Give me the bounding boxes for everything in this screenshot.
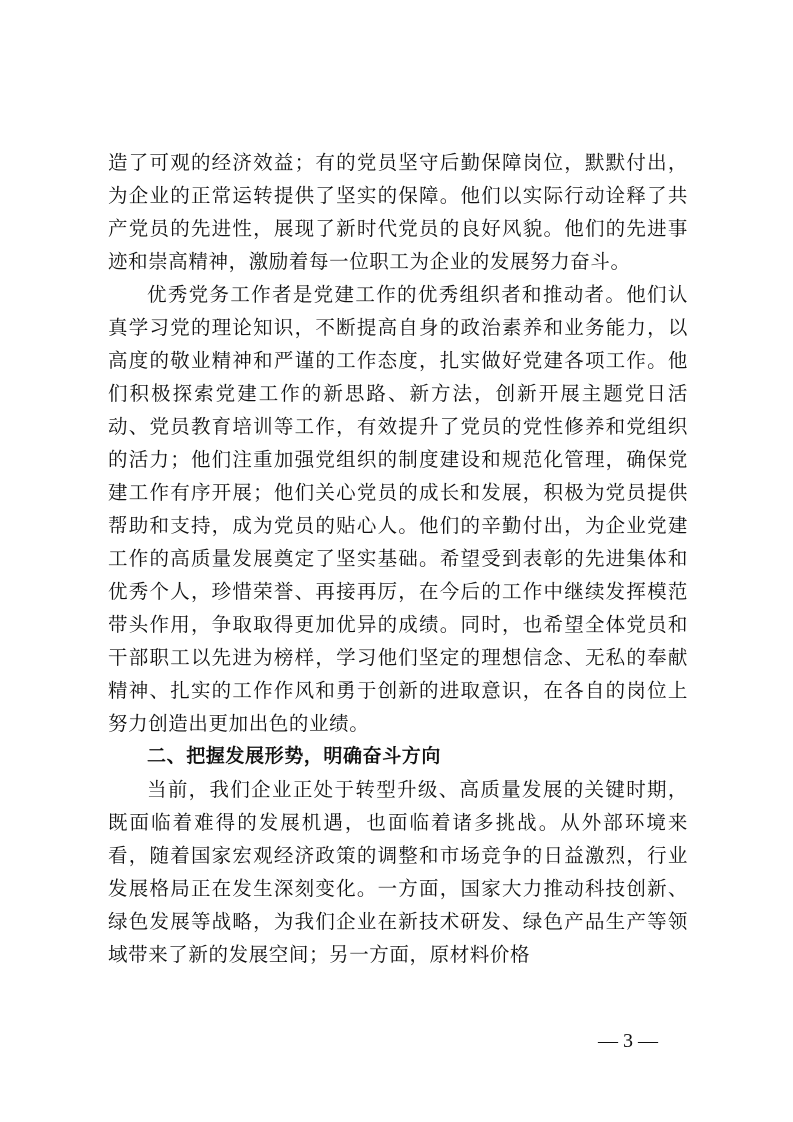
paragraph-continuation: 造了可观的经济效益；有的党员坚守后勤保障岗位，默默付出，为企业的正常运转提供了坚实的保障。他们以实际行动诠释了共产党员的先进性，展现了新时代党员的良好风貌。他们的先进事迹和崇高精神，激励着每一位职工为企业的发展努力奋斗。: [108, 151, 688, 273]
paragraph-party-workers: 优秀党务工作者是党建工作的优秀组织者和推动者。他们认真学习党的理论知识，不断提高自身的政治素养和业务能力，以高度的敬业精神和严谨的工作态度，扎实做好党建各项工作。他们积极探索党建工作的新思路、新方法，创新开展主题党日活动、党员教育培训等工作，有效提升了党员的党性修养和党组织的活力；他们注重加强党组织的制度建设和规范化管理，确保党建工作有序开展；他们关心党员的成长和发展，积极为党员提供帮助和支持，成为党员的贴心人。他们的辛勤付出，为企业党建工作的高质量发展奠定了坚实基础。希望受到表彰的先进集体和优秀个人，珍惜荣誉、再接再厉，在今后的工作中继续发挥模范带头作用，争取取得更加优异的成绩。同时，也希望全体党员和干部职工以先进为榜样，学习他们坚定的理想信念、无私的奉献精神、扎实的工作作风和勇于创新的进取意识，在各自的岗位上努力创造出更加出色的业绩。: [108, 283, 688, 735]
page-number: — 3 —: [598, 1030, 658, 1052]
paragraph-development-situation: 当前，我们企业正处于转型升级、高质量发展的关键时期，既面临着难得的发展机遇，也面临着诸多挑战。从外部环境来看，随着国家宏观经济政策的调整和市场竞争的日益激烈，行业发展格局正在发生深刻变化。一方面，国家大力推动科技创新、绿色发展等战略，为我们企业在新技术研发、绿色产品生产等领域带来了新的发展空间；另一方面，原材料价格: [108, 778, 688, 966]
section-heading: 二、把握发展形势，明确奋斗方向: [147, 745, 442, 767]
page-body: [108, 146, 688, 971]
